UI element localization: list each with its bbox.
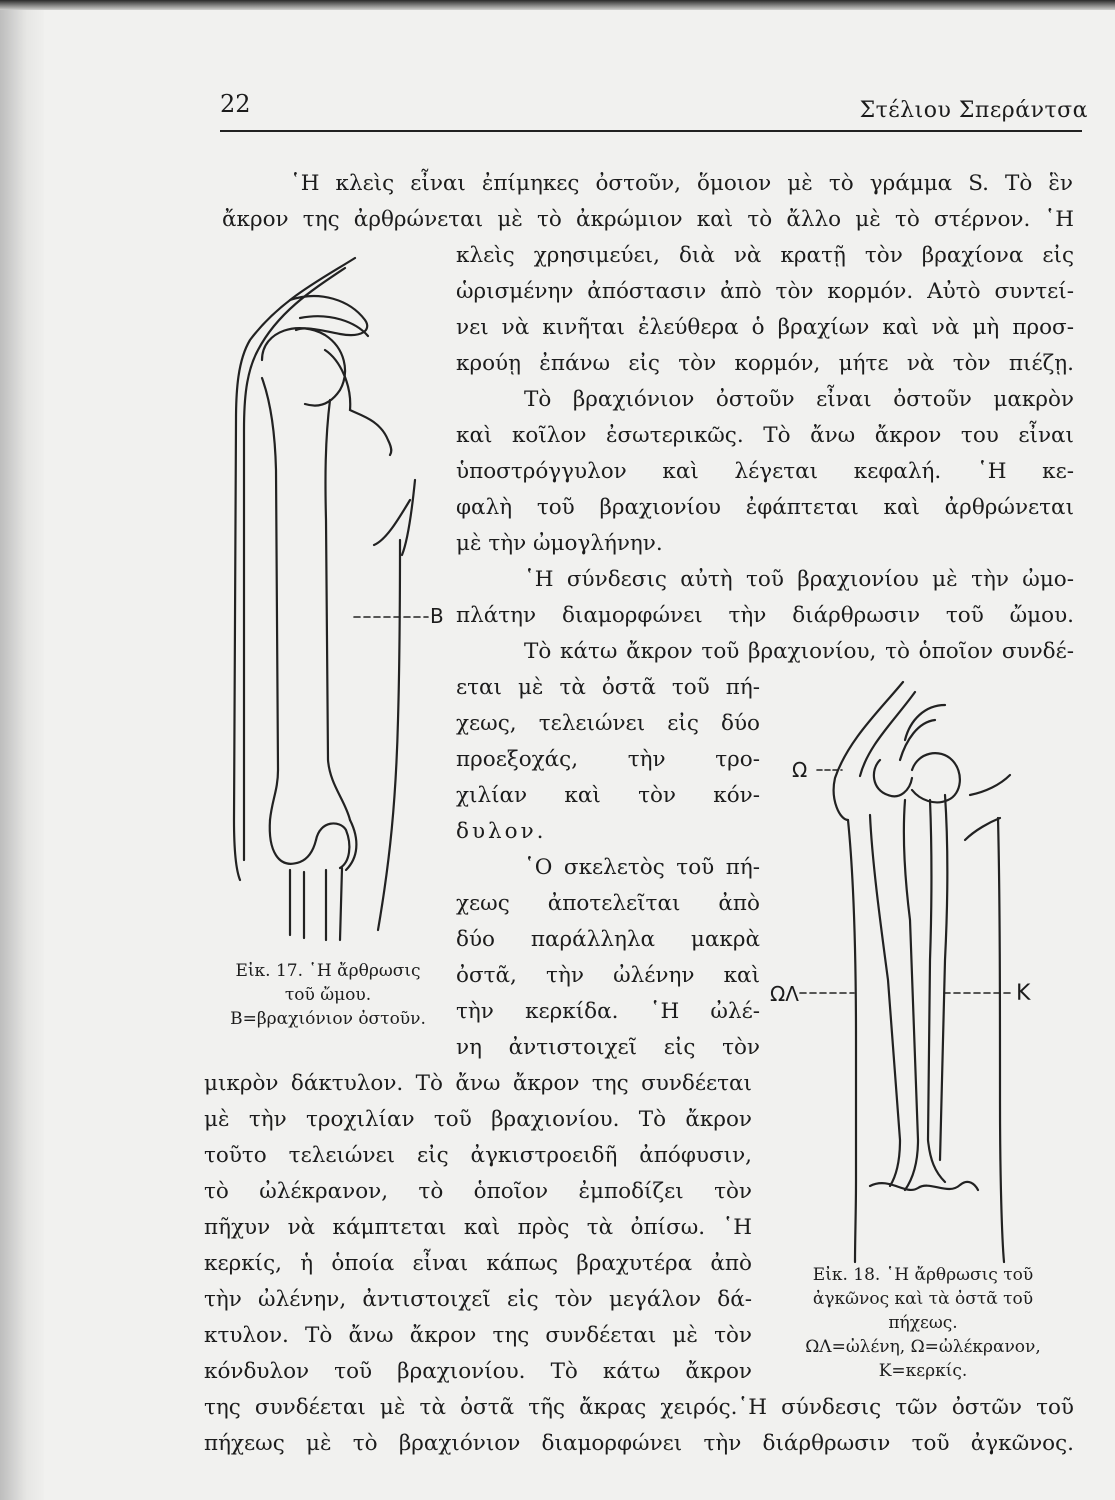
text-line-11: μὲ τὴν ὠμογλήνην.	[456, 531, 663, 556]
figure-18-label-omega-lambda: ΩΛ	[770, 982, 799, 1006]
text-line-5: νει νὰ κινῆται ἐλεύθερα ὁ βραχίων καὶ νὰ μὴ προσ-	[456, 315, 1074, 340]
text-line-36: πήχεως μὲ τὸ βραχιόνιον διαμορφώνει τὴν διάρθρωσιν τοῦ ἀγκῶνος.	[204, 1431, 1074, 1456]
text-line-3: κλεὶς χρησιμεύει, διὰ νὰ κρατῇ τὸν βραχίονα εἰς	[456, 243, 1074, 268]
text-line-14: Τὸ κάτω ἄκρον τοῦ βραχιονίου, τὸ ὁποῖον συνδέ-	[524, 639, 1074, 664]
text-line-20: ῾Ο σκελετὸς τοῦ πή-	[524, 855, 760, 880]
text-line-31: κερκίς, ἡ ὁποία εἶναι κάπως βραχυτέρα ἀπὸ	[204, 1251, 752, 1276]
text-line-17: προεξοχάς, τὴν τρο-	[456, 747, 760, 772]
figure-17-label-b: B	[430, 604, 444, 628]
text-line-23: ὀστᾶ, τὴν ὠλένην καὶ	[456, 963, 760, 988]
text-line-1: ῾Η κλεὶς εἶναι ἐπίμηκες ὀστοῦν, ὅμοιον μὲ τὸ γράμμα S. Τὸ ἓν	[290, 171, 1073, 196]
text-line-13: πλάτην διαμορφώνει τὴν διάρθρωσιν τοῦ ὤμου.	[456, 603, 1074, 628]
text-line-2: ἄκρον της ἀρθρώνεται μὲ τὸ ἀκρώμιον καὶ τὸ ἄλλο μὲ τὸ στέρνον. ῾Η	[222, 207, 1074, 232]
text-line-19: δυλον.	[456, 819, 547, 844]
text-line-10: φαλὴ τοῦ βραχιονίου ἐφάπτεται καὶ ἀρθρώνεται	[456, 495, 1074, 520]
page-number: 22	[220, 90, 251, 118]
figure-18-label-k: Κ	[1016, 981, 1031, 1006]
figure-17-caption-line-3: Β=βραχιόνιον ὀστοῦν.	[230, 1009, 426, 1029]
text-line-35: της συνδέεται μὲ τὰ ὀστᾶ τῆς ἄκρας χειρός.῾Η σύνδεσις τῶν ὀστῶν τοῦ	[204, 1395, 1074, 1420]
text-line-16: χεως, τελειώνει εἰς δύο	[456, 711, 760, 736]
running-head: Στέλιου Σπεράντσα	[859, 98, 1088, 123]
text-line-4: ὡρισμένην ἀπόστασιν ἀπὸ τὸν κορμόν. Αὐτὸ συντεί-	[456, 279, 1074, 304]
text-line-26: μικρὸν δάκτυλον. Τὸ ἄνω ἄκρον της συνδέεται	[204, 1071, 752, 1096]
figure-17-caption-line-1: Εἰκ. 17. ῾Η ἄρθρωσις	[235, 961, 421, 981]
text-line-15: εται μὲ τὰ ὀστᾶ τοῦ πή-	[456, 675, 760, 700]
text-line-33: κτυλον. Τὸ ἄνω ἄκρον της συνδέεται μὲ τὸν	[204, 1323, 752, 1348]
text-line-22: δύο παράλληλα μακρὰ	[456, 927, 760, 952]
text-line-30: πῆχυν νὰ κάμπτεται καὶ πρὸς τὰ ὀπίσω. ῾Η	[204, 1215, 752, 1240]
figure-18-caption-line-3: πήχεως.	[888, 1313, 958, 1333]
figure-18-caption-line-2: ἀγκῶνος καὶ τὰ ὀστᾶ τοῦ	[812, 1289, 1034, 1309]
text-line-28: τοῦτο τελειώνει εἰς ἀγκιστροειδῆ ἀπόφυσιν,	[204, 1143, 752, 1168]
text-line-21: χεως ἀποτελεῖται ἀπὸ	[456, 891, 760, 916]
text-line-7: Τὸ βραχιόνιον ὀστοῦν εἶναι ὀστοῦν μακρὸν	[524, 387, 1074, 412]
text-line-34: κόνδυλον τοῦ βραχιονίου. Τὸ κάτω ἄκρον	[204, 1359, 752, 1384]
figure-18-caption-line-1: Εἰκ. 18. ῾Η ἄρθρωσις τοῦ	[812, 1265, 1034, 1285]
text-line-24: τὴν κερκίδα. ῾Η ὠλέ-	[456, 999, 760, 1024]
figure-17-caption-line-2: τοῦ ὤμου.	[284, 985, 372, 1005]
text-line-25: νη ἀντιστοιχεῖ εἰς τὸν	[456, 1035, 760, 1060]
figure-18-caption-line-5: Κ=κερκίς.	[878, 1361, 968, 1381]
text-line-8: καὶ κοῖλον ἐσωτερικῶς. Τὸ ἄνω ἄκρον του εἶναι	[456, 423, 1074, 448]
figure-18-label-omega: Ω	[792, 758, 808, 782]
text-line-12: ῾Η σύνδεσις αὐτὴ τοῦ βραχιονίου μὲ τὴν ὠμο-	[524, 567, 1074, 592]
text-line-9: ὑποστρόγγυλον καὶ λέγεται κεφαλή. ῾Η κε-	[456, 459, 1074, 484]
text-line-6: κρούῃ ἐπάνω εἰς τὸν κορμόν, μήτε νὰ τὸν πιέζῃ.	[456, 351, 1074, 376]
text-line-18: χιλίαν καὶ τὸν κόν-	[456, 783, 760, 808]
text-line-27: μὲ τὴν τροχιλίαν τοῦ βραχιονίου. Τὸ ἄκρον	[204, 1107, 752, 1132]
text-line-29: τὸ ὠλέκρανον, τὸ ὁποῖον ἐμποδίζει τὸν	[204, 1179, 752, 1204]
text-line-32: τὴν ὠλένην, ἀντιστοιχεῖ εἰς τὸν μεγάλον δά-	[204, 1287, 752, 1312]
figure-18-caption-line-4: ΩΛ=ὠλένη, Ω=ὠλέκρανον,	[805, 1337, 1041, 1357]
